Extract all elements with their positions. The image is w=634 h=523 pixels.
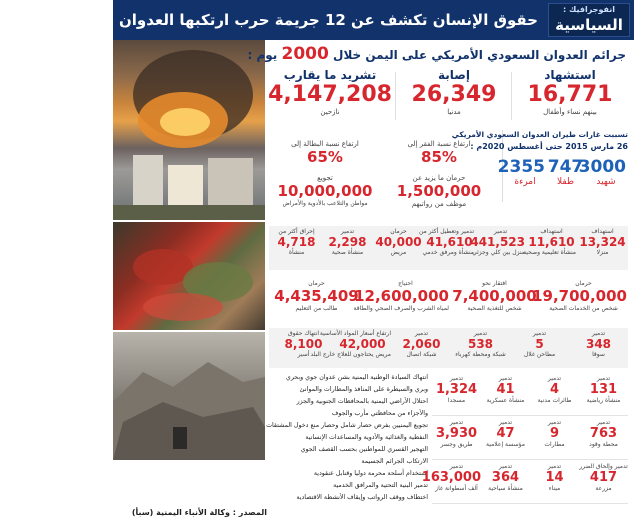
war-crimes-list: [268, 372, 428, 506]
salaries-value: 1,500,000: [396, 182, 482, 200]
facility-sub: منشأة عسكرية: [486, 397, 525, 404]
facility-stat: [579, 416, 628, 459]
facility-label: تدمير: [449, 463, 464, 470]
row2-sub: لمياه الشرب والصرف الصحي والطاقة: [353, 305, 449, 312]
facility-label: تدمير: [449, 419, 464, 426]
row1-value: 441,523: [470, 235, 525, 249]
salaries-label: حرمان ما يزيد عن: [412, 174, 466, 182]
raids-figures: [497, 157, 628, 187]
row1-value: 40,000: [375, 235, 422, 249]
divider: [395, 72, 396, 120]
victims-photo: [113, 222, 265, 330]
war-crime-line: وبري والسيطرة على المنافذ والمطارات والموانئ: [299, 386, 428, 393]
facility-sub: طريق وجسر: [440, 441, 473, 448]
airstrike-photo: [113, 40, 265, 220]
row3-value: 538: [467, 337, 494, 351]
smoke-plume-graphic: [113, 40, 265, 220]
row3-sub: شبكة اتصال: [406, 351, 437, 358]
row3-value: 348: [585, 337, 612, 351]
facility-value: 4: [549, 382, 560, 397]
facilities-row: [421, 460, 628, 504]
row1-value: 41,610: [426, 235, 473, 249]
poverty-rate-label: ارتفاع نسبة الفقر إلى: [407, 140, 471, 148]
row1-value: 13,324: [579, 235, 626, 249]
row1-stat: [418, 226, 475, 270]
divider: [511, 72, 512, 120]
facility-label: تدمير: [547, 375, 562, 382]
facility-value: 364: [491, 470, 520, 485]
facility-stat: [421, 460, 481, 503]
row3-label: تدمير: [591, 330, 606, 337]
page-title: حقوق الإنسان تكشف عن 12 جريمة حرب ارتكبها العدوان خلال 2000 يوم: [0, 11, 538, 29]
facility-stat: [579, 460, 628, 503]
facility-stat: [481, 416, 530, 459]
row2-stat: [272, 278, 361, 322]
logo-wordmark: السياسية: [555, 16, 623, 34]
facility-sub: مزرعة: [595, 485, 612, 492]
raids-martyrs: [578, 157, 626, 187]
facility-value: 417: [589, 470, 618, 485]
row1-sub: منشأة صحية: [331, 249, 364, 256]
war-crime-line: تدمير البنية التحتية والمرافق الخدمية: [333, 482, 428, 489]
row1-value: 4,718: [277, 235, 316, 249]
row2-value: 7,400,000: [452, 287, 537, 305]
row3-sub: شبكة ومحطة كهرباء: [455, 351, 506, 358]
stat-displaced: [268, 68, 392, 116]
row1-label: تدمير: [493, 228, 508, 235]
facility-sub: محطة وقود: [589, 441, 618, 448]
row3-value: 8,100: [284, 337, 323, 351]
row1-label: إحراق أكثر من: [278, 228, 315, 235]
row3-value: 5: [535, 337, 544, 351]
unemployment-rate-label: ارتفاع نسبة البطالة إلى: [291, 140, 359, 148]
row3-stat: [510, 328, 569, 368]
war-crime-line: النفطية والغذائية والأدوية والمساعدات الإنسانية: [305, 434, 428, 441]
row1-label: استهداف: [540, 228, 563, 235]
facility-sub: ميناء: [548, 485, 561, 492]
row2-label: احتياج: [398, 280, 413, 287]
facility-label: تدمير وإلحاق الضرر: [579, 463, 628, 470]
row2-value: 12,600,000: [354, 287, 449, 305]
row2-stat: [353, 278, 450, 322]
facility-label: تدمير: [547, 463, 562, 470]
row2-label: حرمان: [575, 280, 592, 287]
row2-sub: شخص للتغذية الصحية: [467, 305, 522, 312]
row3-label: انتهاك حقوق: [287, 330, 320, 337]
row2-stat: [450, 278, 539, 322]
logo-kicker: انفوجرافيك :: [563, 5, 615, 14]
row2-sub: طالب من التعليم: [295, 305, 338, 312]
facility-label: تدمير: [596, 419, 611, 426]
raids-martyrs-value: 3000: [578, 157, 626, 177]
intro-heading-days: 2000: [281, 44, 329, 64]
raids-women-label: امرءة: [514, 177, 536, 187]
salaries-stat: [384, 174, 494, 208]
stat-injured-label: إصابة: [438, 68, 470, 82]
raids-women: [497, 157, 545, 187]
stat-martyrs-label: استشهاد: [544, 68, 596, 82]
facility-stat: [530, 372, 579, 415]
intro-heading-part1: جرائم العدوان السعودي الأمريكي على اليمن خلال: [333, 48, 626, 62]
stat-injured-sub: مدنيا: [447, 108, 461, 116]
row1-sub: منشأة تعليمية وصحية: [523, 249, 576, 256]
row3-stat: [310, 328, 392, 368]
facility-value: 131: [589, 382, 618, 397]
row3-stat: [392, 328, 451, 368]
row2-label: حرمان: [308, 280, 325, 287]
raids-dates: 26 مارس 2015 حتى أغسطس 2020م :: [470, 142, 628, 151]
facility-value: 14: [545, 470, 564, 485]
facility-label: تدمير: [596, 375, 611, 382]
facility-value: 1,324: [435, 382, 478, 397]
raids-children: [548, 157, 584, 187]
destroyed-building-photo: [113, 332, 265, 460]
row1-value: 2,298: [328, 235, 367, 249]
war-crime-line: التهجير القسري للمواطنين بحسب القصف الجوي: [300, 446, 428, 453]
row1-value: 11,610: [528, 235, 575, 249]
war-crime-line: استخدام أسلحة محرمة دوليا وقنابل عنقودية: [313, 470, 428, 477]
row1-stat: [271, 226, 322, 270]
row3-label: ارتفاع أسعار المواد الأساسية: [319, 330, 391, 337]
facility-stat: [481, 372, 530, 415]
row1-label: حرمان: [390, 228, 407, 235]
facility-stat: [579, 372, 628, 415]
raids-title: تسببت غارات طيران العدوان السعودي الأمريكي: [451, 130, 628, 139]
stat-martyrs: [514, 68, 626, 116]
damage-row-1: [269, 226, 628, 270]
facility-label: تدمير: [449, 375, 464, 382]
facility-sub: طائرات مدنية: [537, 397, 572, 404]
facility-value: 41: [496, 382, 515, 397]
facility-label: تدمير: [498, 375, 513, 382]
facility-label: تدمير: [547, 419, 562, 426]
hunger-sub: مواطن والتلاعب بالأدوية والأمراض: [282, 200, 368, 207]
facility-stat: [530, 416, 579, 459]
row1-stat: [470, 226, 526, 270]
facility-sub: مسجدا: [447, 397, 466, 404]
row1-sub: منزلا: [596, 249, 609, 256]
hunger-value: 10,000,000: [277, 182, 373, 200]
row3-stat: [451, 328, 510, 368]
stat-martyrs-sub: بينهم نساء وأطفال: [543, 108, 597, 116]
raids-children-label: طفلا: [556, 177, 575, 187]
row3-label: تدمير: [473, 330, 488, 337]
facility-stat: [432, 416, 481, 459]
row3-label: تدمير: [414, 330, 429, 337]
row3-label: تدمير: [532, 330, 547, 337]
row2-value: 4,435,409: [274, 287, 359, 305]
stat-injured: [399, 68, 509, 116]
stat-displaced-value: 4,147,208: [268, 82, 392, 107]
facility-value: 3,930: [435, 426, 478, 441]
row1-sub: مريض: [390, 249, 407, 256]
row1-sub: منشأة ومرفق خدمي: [422, 249, 474, 256]
war-crime-line: والأجزاء من محافظتي مأرب والجوف: [331, 410, 428, 417]
raids-panel: [451, 130, 628, 202]
war-crime-line: احتلال الأراضي اليمنية بالمحافظات الجنوبية والجزر: [296, 398, 428, 405]
row3-sub: مطاحن غلال: [523, 351, 556, 358]
facility-sub: منشأة سياحية: [488, 485, 523, 492]
facility-value: 163,000: [421, 470, 481, 485]
stat-displaced-label: تشريد ما يقارب: [283, 68, 377, 82]
war-crime-line: تجويع اليمنيين بفرض حصار شامل وحصار منع دخول المشتقات: [266, 422, 428, 429]
row1-label: تدمير: [340, 228, 355, 235]
stat-martyrs-value: 16,771: [527, 82, 613, 107]
row1-sub: منشأة: [288, 249, 305, 256]
raids-martyrs-label: شهيد: [596, 177, 616, 187]
facility-value: 763: [589, 426, 618, 441]
source-credit: المصدر : وكالة الأنباء اليمنية (سبأ): [131, 508, 267, 517]
raids-women-value: 2355: [497, 157, 545, 177]
raids-children-value: 747: [547, 157, 584, 177]
facility-sub: مؤسسة إعلامية: [486, 441, 525, 448]
row2-sub: شخص من الخدمات الصحية: [549, 305, 618, 312]
facility-sub: منشأة رياضية: [586, 397, 621, 404]
facility-value: 47: [496, 426, 515, 441]
unemployment-rate: [270, 140, 380, 166]
poverty-rate: [384, 140, 494, 166]
row3-value: 2,060: [402, 337, 441, 351]
row2-label: افتقار نحو: [482, 280, 507, 287]
facility-stat: [530, 460, 579, 503]
row1-stat: [523, 226, 577, 270]
unemployment-rate-value: 65%: [307, 148, 343, 166]
facility-label: تدمير: [498, 419, 513, 426]
row1-stat: [322, 226, 373, 270]
facility-label: تدمير: [498, 463, 513, 470]
facilities-grid: [421, 372, 628, 506]
facilities-row: [432, 372, 628, 416]
war-crime-line: اختطاف ووقف الرواتب وإيقاف الأنشطة الاقتصادية: [296, 494, 428, 501]
row2-stat: [532, 278, 628, 322]
row3-value: 42,000: [339, 337, 386, 351]
row3-sub: مريض يحتاجون للعلاج خارج البلد: [310, 351, 391, 358]
row1-sub: منزل بين كلي وجزئي: [472, 249, 525, 256]
stat-injured-value: 26,349: [411, 82, 497, 107]
rubble-graphic: [113, 332, 265, 460]
poverty-rate-value: 85%: [421, 148, 457, 166]
row1-label: استهداف: [591, 228, 614, 235]
hunger-stat: [270, 174, 380, 207]
intro-heading: [248, 45, 626, 64]
facility-value: 9: [549, 426, 560, 441]
war-crime-line: الارتكاب الجرائم الجسيمة: [361, 458, 428, 465]
row2-value: 19,700,000: [532, 287, 627, 305]
newspaper-logo: [548, 3, 630, 37]
row3-stat: [569, 328, 628, 368]
facility-stat: [481, 460, 530, 503]
row1-label: تدمير وتعطيل أكثر من: [418, 228, 474, 235]
facilities-row: [432, 416, 628, 460]
facility-sub: مطارات: [544, 441, 565, 448]
facility-stat: [432, 372, 481, 415]
war-crime-line: انتهاك السيادة الوطنية اليمنية بشن عدوان جوي وبحري: [285, 374, 428, 381]
stat-displaced-sub: نازحين: [320, 108, 340, 116]
row3-sub: أسير: [297, 351, 310, 358]
facility-sub: آلف أسطوانة غاز: [435, 485, 478, 492]
intro-heading-part2: يوم :: [247, 48, 278, 62]
row1-stat: [373, 226, 424, 270]
humanitarian-row: [269, 278, 628, 322]
row3-stat: [274, 328, 333, 368]
hunger-label: تجويع: [317, 174, 333, 182]
victims-graphic: [113, 222, 265, 330]
row3-sub: سوقا: [592, 351, 605, 358]
row1-stat: [577, 226, 628, 270]
damage-row-3: [269, 328, 628, 368]
salaries-sub: موظف من رواتبهم: [411, 200, 467, 208]
